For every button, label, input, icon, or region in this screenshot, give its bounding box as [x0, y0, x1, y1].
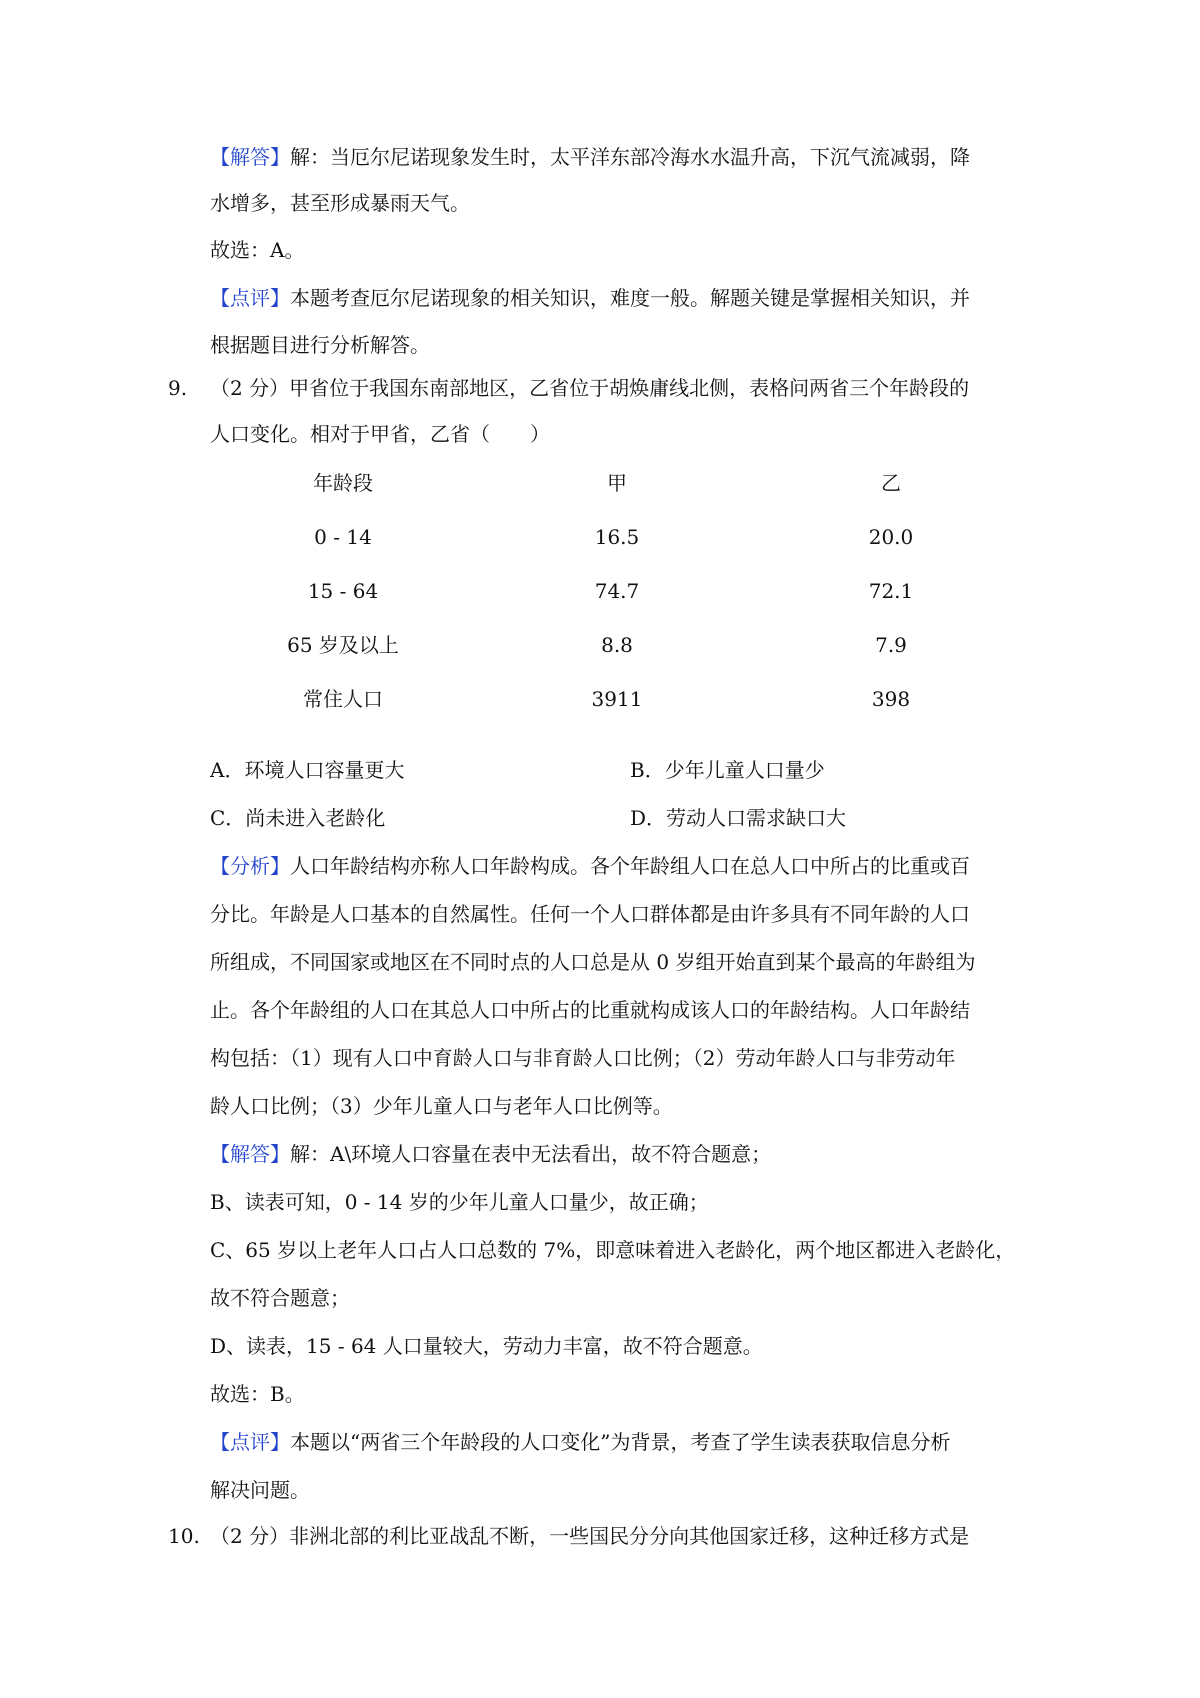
review-tag: 【点评】: [210, 286, 290, 310]
table-cell: 常住人口: [303, 687, 383, 711]
review-paragraph-line: [210, 1428, 1030, 1456]
review-paragraph-line: 解决问题。: [210, 1478, 310, 1502]
analysis-text: 人口年龄结构亦称人口年龄构成。各个年龄组人口在总人口中所占的比重或百: [290, 854, 970, 878]
answer-text: 解：A\环境人口容量在表中无法看出，故不符合题意；: [290, 1142, 772, 1166]
review-paragraph-line: 根据题目进行分析解答。: [210, 333, 430, 357]
option-d: D．劳动人口需求缺口大: [630, 806, 847, 830]
answer-paragraph-line: [210, 1140, 1030, 1168]
analysis-tag: 【分析】: [210, 854, 290, 878]
analysis-paragraph-line: 止。各个年龄组的人口在其总人口中所占的比重就构成该人口的年龄结构。人口年龄结: [210, 998, 970, 1022]
choice-line: 故选：A。: [210, 238, 305, 262]
analysis-paragraph-line: 分比。年龄是人口基本的自然属性。任何一个人口群体都是由许多具有不同年龄的人口: [210, 902, 970, 926]
analysis-paragraph-line: 所组成，不同国家或地区在不同时点的人口总是从 0 岁组开始直到某个最高的年龄组为: [210, 950, 976, 974]
table-cell: 65 岁及以上: [287, 633, 399, 657]
review-paragraph-line: [210, 284, 1030, 312]
question-stem-line: （2 分）甲省位于我国东南部地区，乙省位于胡焕庸线北侧，表格问两省三个年龄段的: [210, 376, 970, 400]
table-cell: 0 - 14: [314, 525, 372, 549]
table-cell: 16.5: [594, 525, 640, 549]
table-cell: 74.7: [594, 579, 640, 603]
question-number: 10.: [168, 1524, 200, 1548]
question-stem-line: 人口变化。相对于甲省，乙省（ ）: [210, 422, 550, 446]
option-a: A．环境人口容量更大: [210, 758, 405, 782]
table-cell: 15 - 64: [307, 579, 379, 603]
answer-paragraph-line: B、读表可知，0 - 14 岁的少年儿童人口量少，故正确；: [210, 1190, 709, 1214]
table-cell: 398: [871, 687, 911, 711]
answer-paragraph-line: 水增多，甚至形成暴雨天气。: [210, 191, 470, 215]
table-cell: 3911: [591, 687, 643, 711]
review-text: 本题以“两省三个年龄段的人口变化”为背景，考查了学生读表获取信息分析: [290, 1430, 951, 1454]
table-header-cell: 年龄段: [313, 471, 373, 495]
question-stem-line: （2 分）非洲北部的利比亚战乱不断，一些国民分分向其他国家迁移，这种迁移方式是: [210, 1524, 970, 1548]
option-b: B．少年儿童人口量少: [630, 758, 825, 782]
review-text: 本题考查厄尔尼诺现象的相关知识，难度一般。解题关键是掌握相关知识，并: [290, 286, 970, 310]
table-cell: 7.9: [875, 633, 907, 657]
analysis-paragraph-line: 构包括：（1）现有人口中育龄人口与非育龄人口比例；（2）劳动年龄人口与非劳动年: [210, 1046, 956, 1070]
table-cell: 20.0: [868, 525, 914, 549]
answer-paragraph-line: C、65 岁以上老年人口占人口总数的 7%，即意味着进入老龄化，两个地区都进入老龄化，: [210, 1238, 1016, 1262]
answer-tag: 【解答】: [210, 1142, 290, 1166]
question-number: 9.: [168, 376, 188, 400]
table-header-cell: 甲: [607, 471, 627, 495]
analysis-paragraph-line: 龄人口比例；（3）少年儿童人口与老年人口比例等。: [210, 1094, 673, 1118]
table-cell: 72.1: [868, 579, 914, 603]
analysis-paragraph-line: [210, 852, 1030, 880]
answer-paragraph-line: D、读表，15 - 64 人口量较大，劳动力丰富，故不符合题意。: [210, 1334, 763, 1358]
answer-paragraph-line: 故不符合题意；: [210, 1286, 350, 1310]
answer-text: 解：当厄尔尼诺现象发生时，太平洋东部冷海水水温升高，下沉气流减弱，降: [290, 145, 970, 169]
table-header-cell: 乙: [881, 471, 901, 495]
review-tag: 【点评】: [210, 1430, 290, 1454]
answer-paragraph-line: [210, 143, 1030, 171]
table-cell: 8.8: [601, 633, 633, 657]
option-c: C．尚未进入老龄化: [210, 806, 386, 830]
choice-line: 故选：B。: [210, 1382, 305, 1406]
answer-tag: 【解答】: [210, 145, 290, 169]
